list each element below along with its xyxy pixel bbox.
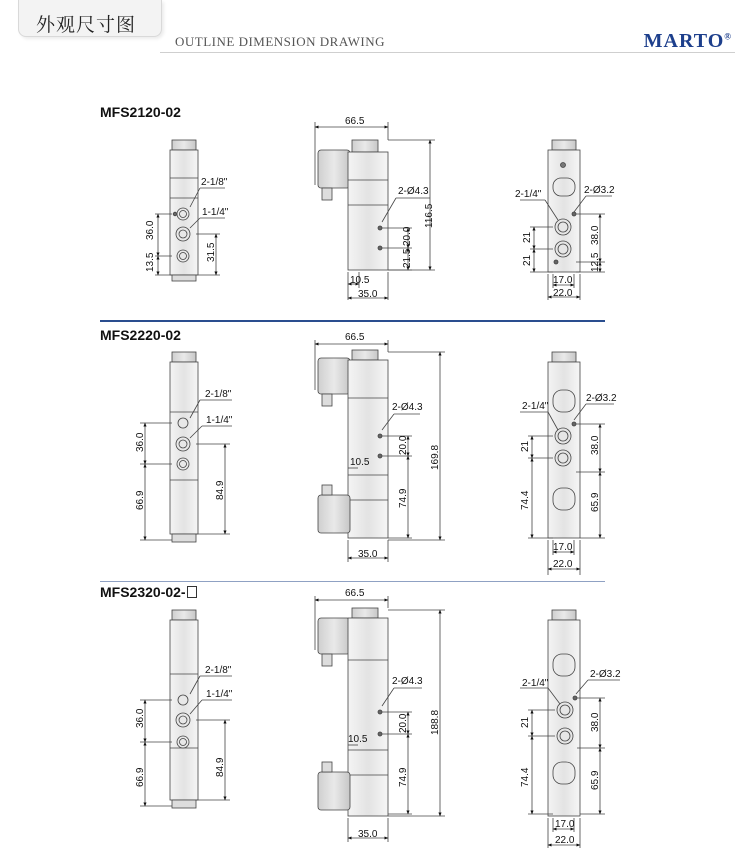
side3-d105: 10.5	[348, 734, 368, 745]
front1-port-in: 2-1/8"	[201, 177, 228, 188]
side2-d749: 74.9	[398, 488, 409, 508]
brand-registered-mark: ®	[724, 31, 732, 42]
side2-hole: 2-Ø4.3	[392, 402, 423, 413]
model-title-2: MFS2220-02	[100, 327, 181, 343]
header-title-en: OUTLINE DIMENSION DRAWING	[175, 34, 386, 49]
side-view-3	[315, 596, 445, 842]
end3-d659: 65.9	[590, 770, 601, 790]
end3-hole: 2-Ø3.2	[590, 669, 621, 680]
end2-port: 2-1/4"	[522, 401, 549, 412]
side3-height: 188.8	[430, 709, 441, 735]
side3-d20: 20.0	[398, 713, 409, 733]
end2-d744: 74.4	[520, 490, 531, 510]
front3-d3: 84.9	[215, 757, 226, 777]
front1-d3: 13.5	[145, 252, 156, 272]
end3-d744: 74.4	[520, 767, 531, 787]
side2-d20: 20.0	[398, 435, 409, 455]
side2-height: 169.8	[430, 444, 441, 470]
front-view-2	[140, 352, 232, 542]
side3-d35: 35.0	[358, 829, 378, 840]
end1-d17: 17.0	[553, 275, 573, 286]
brand-name: MARTO	[643, 30, 725, 52]
side1-width: 66.5	[345, 116, 365, 127]
end3-d17: 17.0	[555, 819, 575, 830]
header-title-cn: 外观尺寸图	[36, 14, 137, 36]
side-view-2	[315, 340, 445, 562]
front1-d1: 36.0	[145, 220, 156, 240]
side1-d20: 20.0	[402, 226, 413, 246]
side3-width: 66.5	[345, 588, 365, 599]
end2-d22: 22.0	[553, 559, 573, 570]
end1-port: 2-1/4"	[515, 189, 542, 200]
front3-d2: 66.9	[135, 767, 146, 787]
front3-port-out: 1-1/4"	[206, 689, 233, 700]
front1-port-out: 1-1/4"	[202, 207, 229, 218]
side3-hole: 2-Ø4.3	[392, 676, 423, 687]
front-view-3	[140, 610, 232, 808]
end3-d38: 38.0	[590, 712, 601, 732]
end2-d659: 65.9	[590, 492, 601, 512]
end2-d21: 21	[520, 440, 531, 452]
end1-d38: 38.0	[590, 225, 601, 245]
end2-d17: 17.0	[553, 542, 573, 553]
model-title-1: MFS2120-02	[100, 104, 181, 120]
end3-port: 2-1/4"	[522, 678, 549, 689]
front3-d1: 36.0	[135, 708, 146, 728]
end3-d22: 22.0	[555, 835, 575, 846]
end1-d125: 12.5	[590, 252, 601, 272]
end1-d21b: 21	[522, 254, 533, 266]
front3-port-in: 2-1/8"	[205, 665, 232, 676]
end-view-3	[520, 610, 620, 848]
model-title-3-text: MFS2320-02-	[100, 584, 186, 600]
side-view-1	[315, 122, 435, 300]
front1-d2: 31.5	[206, 242, 217, 262]
end3-d21: 21	[520, 716, 531, 728]
side3-d749: 74.9	[398, 767, 409, 787]
end2-hole: 2-Ø3.2	[586, 393, 617, 404]
front2-d2: 66.9	[135, 490, 146, 510]
front2-d3: 84.9	[215, 480, 226, 500]
front2-d1: 36.0	[135, 432, 146, 452]
side1-height: 116.5	[424, 203, 435, 228]
side2-d105: 10.5	[350, 457, 370, 468]
side1-d35: 35.0	[358, 289, 378, 300]
end2-d38: 38.0	[590, 435, 601, 455]
side2-width: 66.5	[345, 332, 365, 343]
side1-d215: 21.5	[402, 248, 413, 268]
end1-hole: 2-Ø3.2	[584, 185, 615, 196]
front2-port-out: 1-1/4"	[206, 415, 233, 426]
end1-d21a: 21	[522, 231, 533, 243]
side1-hole: 2-Ø4.3	[398, 186, 429, 197]
side2-d35: 35.0	[358, 549, 378, 560]
front2-port-in: 2-1/8"	[205, 389, 232, 400]
side1-d105: 10.5	[350, 275, 370, 286]
end1-d22: 22.0	[553, 288, 573, 299]
